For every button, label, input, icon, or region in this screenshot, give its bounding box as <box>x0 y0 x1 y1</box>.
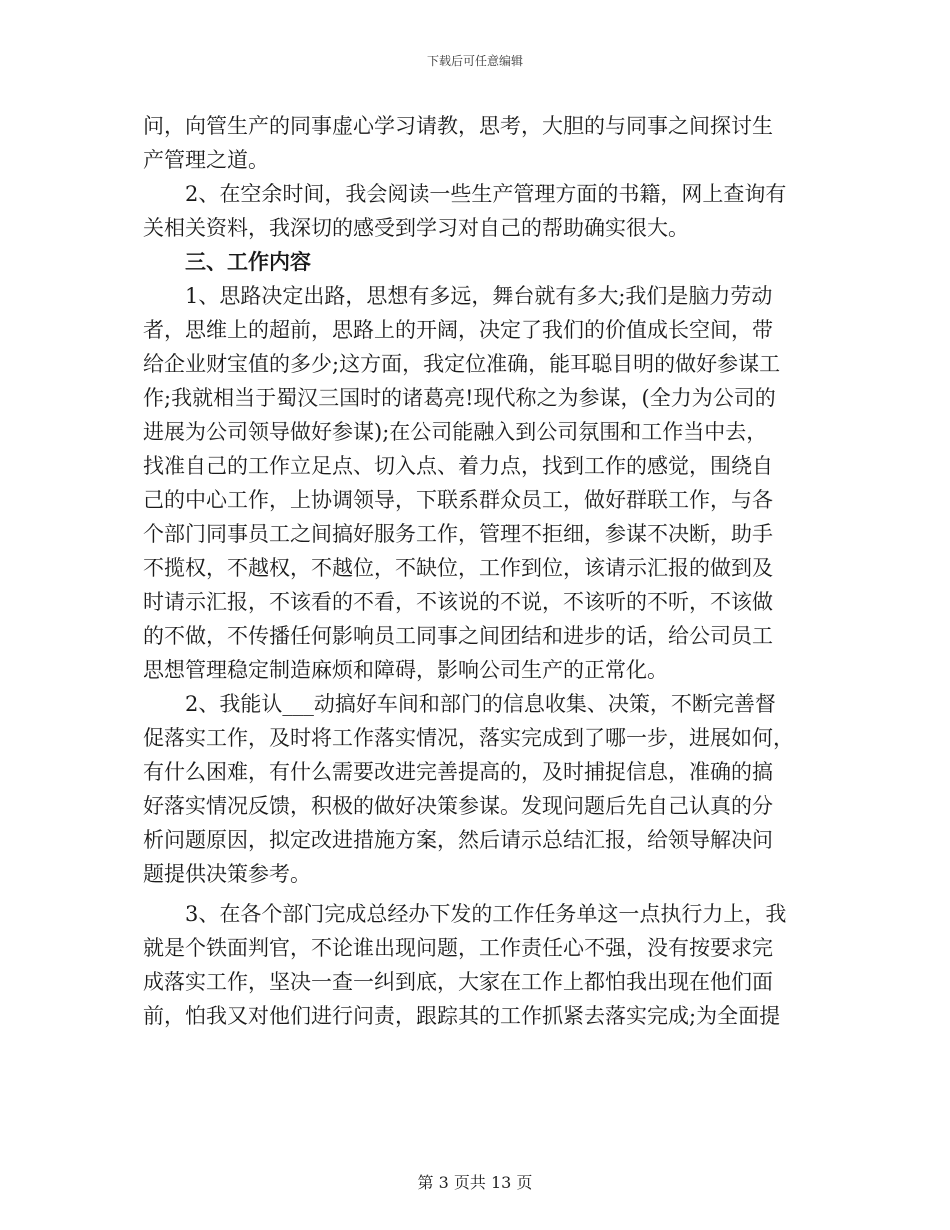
text-line: 2、我能认___动搞好车间和部门的信息收集、决策，不断完善督 <box>185 692 776 716</box>
text-line: 产管理之道。 <box>143 148 269 172</box>
text-line: 者，思维上的超前，思路上的开阔，决定了我们的价值成长空间，带 <box>143 318 773 342</box>
text-line: 进展为公司领导做好参谋);在公司能融入到公司氛围和工作当中去， <box>143 420 768 444</box>
text-line: 题提供决策参考。 <box>143 862 311 886</box>
text-line: 成落实工作，坚决一查一纠到底，大家在工作上都怕我出现在他们面 <box>143 970 773 994</box>
text-line: 1、思路决定出路，思想有多远，舞台就有多大;我们是脑力劳动 <box>185 284 773 308</box>
text-line: 己的中心工作，上协调领导，下联系群众员工，做好群联工作，与各 <box>143 488 773 512</box>
page-header: 下载后可任意编辑 <box>426 54 523 68</box>
text-line: 就是个铁面判官，不论谁出现问题，工作责任心不强，没有按要求完 <box>143 936 773 960</box>
text-line: 2、在空余时间，我会阅读一些生产管理方面的书籍，网上查询有 <box>185 182 787 206</box>
text-line: 关相关资料，我深切的感受到学习对自己的帮助确实很大。 <box>143 216 689 240</box>
text-line: 找准自己的工作立足点、切入点、着力点，找到工作的感觉，围绕自 <box>143 454 773 478</box>
document-body <box>143 109 807 1033</box>
text-line: 思想管理稳定制造麻烦和障碍，影响公司生产的正常化。 <box>143 658 668 682</box>
page-footer: 第 3 页共 13 页 <box>417 1173 533 1192</box>
text-line: 促落实工作，及时将工作落实情况，落实完成到了哪一步，进展如何， <box>143 726 794 750</box>
text-line: 好落实情况反馈，积极的做好决策参谋。发现问题后先自己认真的分 <box>143 794 773 818</box>
text-line: 析问题原因，拟定改进措施方案，然后请示总结汇报，给领导解决问 <box>143 828 773 852</box>
section-heading: 三、工作内容 <box>185 249 311 274</box>
text-line: 问，向管生产的同事虚心学习请教，思考，大胆的与同事之间探讨生 <box>143 114 773 138</box>
text-line: 给企业财宝值的多少;这方面，我定位准确，能耳聪目明的做好参谋工 <box>143 352 781 376</box>
text-line: 的不做，不传播任何影响员工同事之间团结和进步的话，给公司员工 <box>143 624 773 648</box>
text-line: 时请示汇报，不该看的不看，不该说的不说，不该听的不听，不该做 <box>143 590 773 614</box>
text-line: 有什么困难，有什么需要改进完善提高的，及时捕捉信息，准确的搞 <box>143 760 773 784</box>
text-line: 不揽权，不越权，不越位，不缺位，工作到位，该请示汇报的做到及 <box>143 556 773 580</box>
text-line: 前，怕我又对他们进行问责，跟踪其的工作抓紧去落实完成;为全面提 <box>143 1004 781 1028</box>
text-line: 作;我就相当于蜀汉三国时的诸葛亮!现代称之为参谋，(全力为公司的 <box>143 386 776 410</box>
text-line: 3、在各个部门完成总经办下发的工作任务单这一点执行力上，我 <box>185 902 787 926</box>
text-line: 个部门同事员工之间搞好服务工作，管理不拒细，参谋不决断，助手 <box>143 522 773 546</box>
